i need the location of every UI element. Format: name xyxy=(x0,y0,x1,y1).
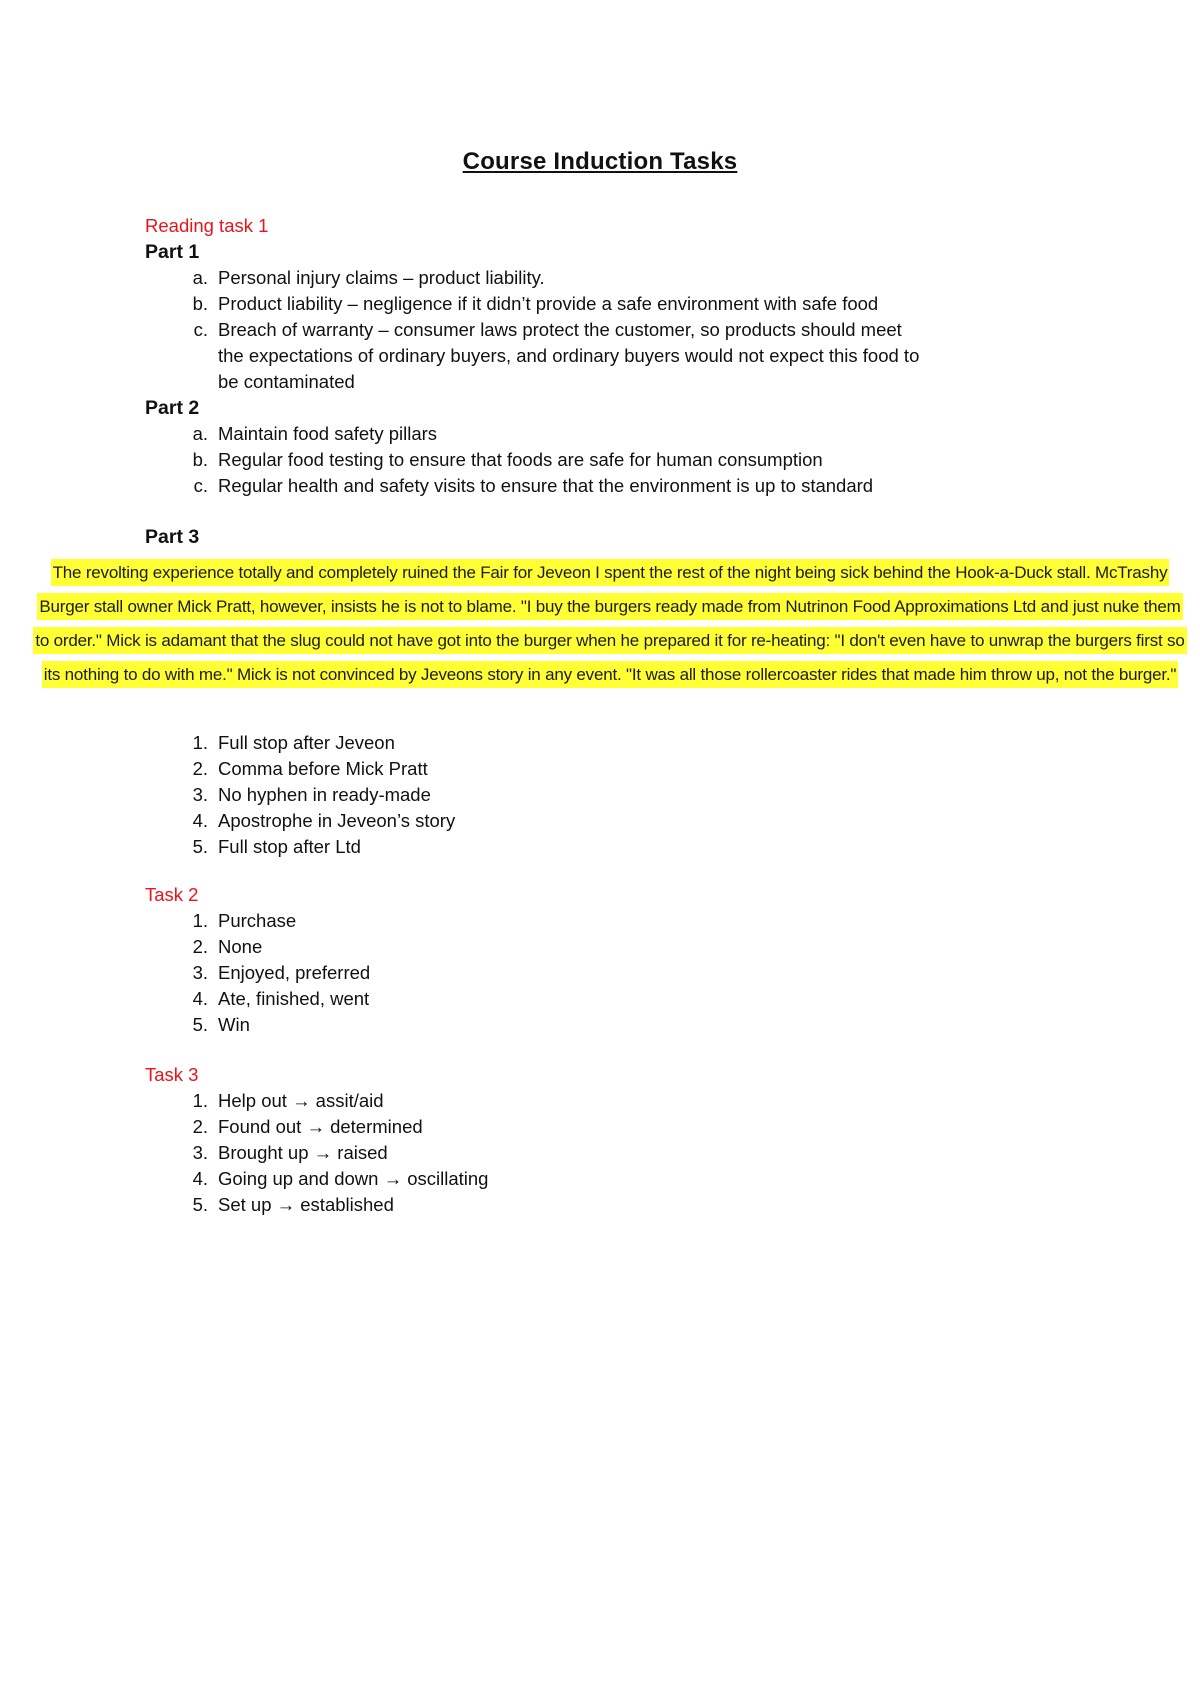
list-marker: b. xyxy=(192,449,208,470)
reading-task-1-section xyxy=(145,213,1045,499)
list-item xyxy=(145,908,1045,934)
list-item xyxy=(145,1192,1045,1218)
list-item xyxy=(145,291,1045,317)
list-item-text: Found out → determined xyxy=(218,1116,423,1137)
list-item xyxy=(145,473,1045,499)
list-marker: c. xyxy=(193,475,208,496)
list-item xyxy=(145,782,1045,808)
list-item-text: Enjoyed, preferred xyxy=(218,962,371,983)
list-item xyxy=(145,834,1045,860)
highlighted-passage xyxy=(30,556,1190,692)
list-item xyxy=(145,1088,1045,1114)
list-item xyxy=(145,730,1045,756)
list-marker: a. xyxy=(192,267,208,288)
task-2-section xyxy=(145,882,1045,1038)
list-item xyxy=(145,986,1045,1012)
list-item-text: Breach of warranty – consumer laws protect the customer, so products should meet the expectations of ordinary buyers, and ordinary buyers would not expect this food to be contaminated xyxy=(218,319,920,392)
list-item xyxy=(145,1012,1045,1038)
list-item xyxy=(145,960,1045,986)
list-item-text: Personal injury claims – product liability. xyxy=(218,267,545,288)
part-2-list xyxy=(145,421,1045,499)
part-1-heading: Part 1 xyxy=(145,241,200,263)
list-item xyxy=(145,1114,1045,1140)
list-item xyxy=(145,1166,1045,1192)
list-marker: 4. xyxy=(192,988,208,1009)
list-item-text: Help out → assit/aid xyxy=(218,1090,384,1111)
list-item-text: Win xyxy=(218,1014,250,1035)
task-3-section xyxy=(145,1062,1045,1218)
list-item-text: Maintain food safety pillars xyxy=(218,423,438,444)
list-marker: 2. xyxy=(192,1116,208,1137)
list-marker: 2. xyxy=(192,758,208,779)
list-marker: 4. xyxy=(192,810,208,831)
list-item xyxy=(145,934,1045,960)
list-item xyxy=(145,756,1045,782)
list-item xyxy=(145,1140,1045,1166)
list-item-text: Full stop after Ltd xyxy=(218,836,361,857)
task-2-heading: Task 2 xyxy=(145,884,199,905)
list-item-text: Full stop after Jeveon xyxy=(218,732,395,753)
list-marker: 2. xyxy=(192,936,208,957)
part-1-list xyxy=(145,265,1045,395)
list-item-text: None xyxy=(218,936,263,957)
part-3-heading: Part 3 xyxy=(145,526,200,548)
list-item-text: Purchase xyxy=(218,910,297,931)
list-marker: 3. xyxy=(192,784,208,805)
part-3-list xyxy=(145,730,1045,860)
part-3-answers xyxy=(145,730,1045,860)
task-2-list xyxy=(145,908,1045,1038)
list-item-text: Regular health and safety visits to ensure that the environment is up to standard xyxy=(218,475,874,496)
page-title: Course Induction Tasks xyxy=(462,148,738,175)
list-item-text: Comma before Mick Pratt xyxy=(218,758,428,779)
list-item-text: No hyphen in ready-made xyxy=(218,784,431,805)
list-item-text: Brought up → raised xyxy=(218,1142,388,1163)
list-marker: 5. xyxy=(192,1194,208,1215)
list-item-text: Ate, finished, went xyxy=(218,988,370,1009)
task-3-heading: Task 3 xyxy=(145,1064,199,1085)
list-marker: b. xyxy=(192,293,208,314)
list-item xyxy=(145,421,1045,447)
reading-task-heading: Reading task 1 xyxy=(145,215,269,236)
list-marker: 1. xyxy=(192,1090,208,1111)
list-item-text: Regular food testing to ensure that foods are safe for human consumption xyxy=(218,449,823,470)
list-marker: 5. xyxy=(192,836,208,857)
list-marker: 5. xyxy=(192,1014,208,1035)
list-item xyxy=(145,808,1045,834)
list-item-text: Going up and down → oscillating xyxy=(218,1168,489,1189)
list-marker: 3. xyxy=(192,962,208,983)
list-marker: a. xyxy=(192,423,208,444)
list-item xyxy=(145,447,1045,473)
list-item-text: Apostrophe in Jeveon’s story xyxy=(218,810,456,831)
list-marker: 1. xyxy=(192,910,208,931)
list-marker: c. xyxy=(193,319,208,340)
task-3-list xyxy=(145,1088,1045,1218)
list-marker: 3. xyxy=(192,1142,208,1163)
part-2-heading: Part 2 xyxy=(145,397,200,419)
list-marker: 1. xyxy=(192,732,208,753)
list-item xyxy=(145,265,1045,291)
list-item-text: Product liability – negligence if it didn’t provide a safe environment with safe food xyxy=(218,293,879,314)
list-item-text: Set up → established xyxy=(218,1194,394,1215)
passage-text: The revolting experience totally and completely ruined the Fair for Jeveon I spent the rest of the night being sick behind the Hook-a-Duck stall. McTrashy Burger stall owner Mick Pratt, however, insists he is not to blame. "I buy the burgers ready made from Nutrinon Food Approximations Ltd and just nuke them to order." Mick is adamant that the slug could not have got into the burger when he prepared it for re-heating: "I don't even have to unwrap the burgers first so its nothing to do with me." Mick is not convinced by Jeveons story in any event. "It was all those rollercoaster rides that made him throw up, not the burger." xyxy=(33,559,1186,688)
list-marker: 4. xyxy=(192,1168,208,1189)
list-item xyxy=(145,317,1045,395)
